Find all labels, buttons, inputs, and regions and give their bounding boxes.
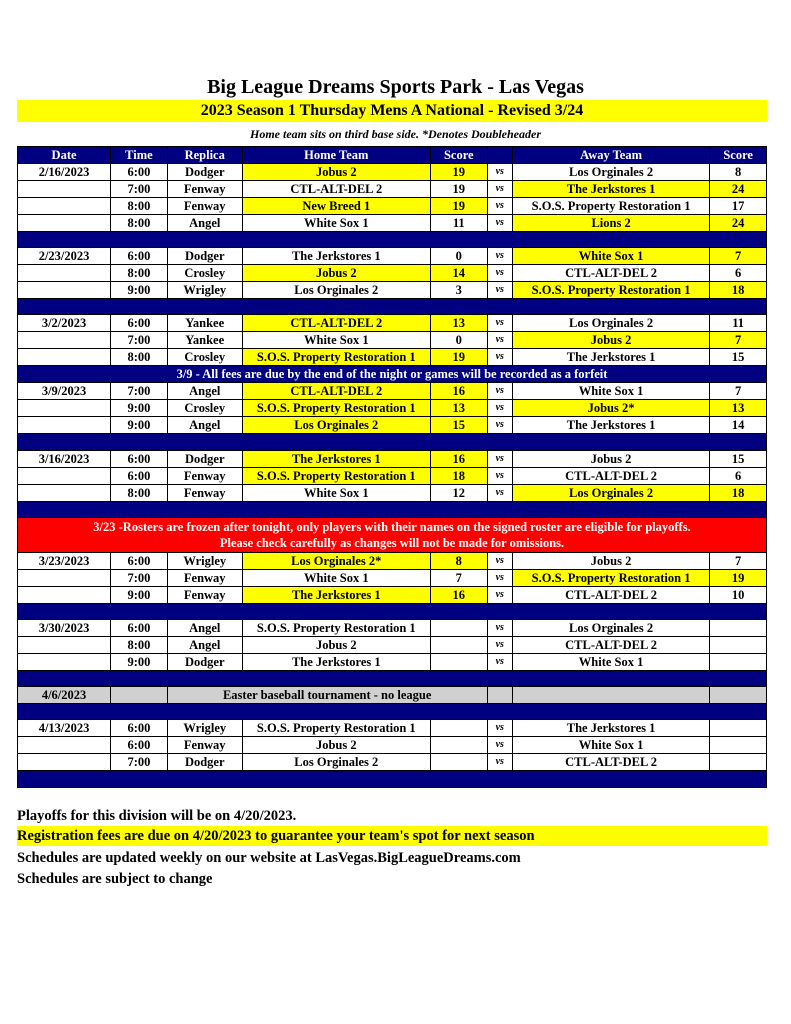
game-date [18,400,111,417]
game-date: 2/23/2023 [18,248,111,265]
separator-row [18,232,767,248]
separator-row [18,670,767,686]
home-team: Los Orginales 2 [242,754,430,771]
away-score: 8 [710,164,767,181]
away-team: White Sox 1 [512,653,709,670]
game-date [18,754,111,771]
away-team: CTL-ALT-DEL 2 [512,754,709,771]
game-time: 7:00 [111,383,168,400]
game-time: 8:00 [111,198,168,215]
home-team: White Sox 1 [242,569,430,586]
away-score [710,754,767,771]
game-row [18,720,767,737]
game-row [18,619,767,636]
home-score: 16 [430,450,487,467]
game-replica: Yankee [167,315,242,332]
vs-label: vs [487,484,512,501]
col-home-team: Home Team [242,147,430,164]
game-replica: Angel [167,383,242,400]
game-time: 6:00 [111,164,168,181]
away-team: White Sox 1 [512,248,709,265]
home-score: 19 [430,164,487,181]
separator-row [18,603,767,619]
schedule-body [18,164,767,788]
home-team: The Jerkstores 1 [242,653,430,670]
home-score: 3 [430,282,487,299]
home-score: 14 [430,265,487,282]
away-team: The Jerkstores 1 [512,181,709,198]
game-time: 8:00 [111,636,168,653]
game-date [18,569,111,586]
schedule-subtitle: 2023 Season 1 Thursday Mens A National - Revised 3/24 [17,100,767,122]
home-score [430,720,487,737]
home-team: Los Orginales 2* [242,552,430,569]
away-score: 6 [710,265,767,282]
game-row [18,248,767,265]
away-team: The Jerkstores 1 [512,417,709,434]
game-time: 6:00 [111,450,168,467]
game-time: 6:00 [111,619,168,636]
home-score: 11 [430,215,487,232]
game-replica: Angel [167,215,242,232]
away-score [710,720,767,737]
game-row [18,315,767,332]
home-score: 12 [430,484,487,501]
game-date [18,737,111,754]
game-row [18,383,767,400]
col-away-team: Away Team [512,147,709,164]
subject-to-change-note: Schedules are subject to change [17,871,213,887]
home-team: Jobus 2 [242,164,430,181]
game-date [18,198,111,215]
vs-label: vs [487,754,512,771]
game-date [18,586,111,603]
away-team: Los Orginales 2 [512,315,709,332]
away-team: Los Orginales 2 [512,484,709,501]
home-score: 19 [430,198,487,215]
game-row [18,215,767,232]
game-date [18,181,111,198]
game-date: 4/13/2023 [18,720,111,737]
vs-label: vs [487,450,512,467]
game-replica: Wrigley [167,282,242,299]
away-team: CTL-ALT-DEL 2 [512,467,709,484]
home-team: The Jerkstores 1 [242,586,430,603]
game-row [18,569,767,586]
home-score: 0 [430,332,487,349]
game-date [18,636,111,653]
home-score: 8 [430,552,487,569]
home-team: Jobus 2 [242,636,430,653]
empty-cell [111,687,168,704]
separator-cell [18,501,767,517]
vs-label: vs [487,586,512,603]
roster-alert-line-1: 3/23 -Rosters are frozen after tonight, only players with their names on the signed roster are eligible for playoffs. [93,519,691,534]
away-team: Jobus 2 [512,552,709,569]
game-time: 7:00 [111,569,168,586]
game-replica: Dodger [167,754,242,771]
away-team: The Jerkstores 1 [512,720,709,737]
game-date: 2/16/2023 [18,164,111,181]
home-score [430,737,487,754]
game-time: 6:00 [111,737,168,754]
game-row [18,636,767,653]
schedule-table [17,146,767,788]
game-time: 9:00 [111,586,168,603]
home-score: 13 [430,315,487,332]
away-score: 18 [710,484,767,501]
home-score: 19 [430,349,487,366]
away-score: 19 [710,569,767,586]
away-team: White Sox 1 [512,737,709,754]
game-row [18,754,767,771]
separator-cell [18,704,767,720]
separator-row [18,501,767,517]
vs-label: vs [487,417,512,434]
col-away-score: Score [710,147,767,164]
away-score: 24 [710,181,767,198]
separator-row [18,771,767,787]
vs-label: vs [487,315,512,332]
game-row [18,164,767,181]
game-replica: Dodger [167,450,242,467]
away-score: 10 [710,586,767,603]
home-team: S.O.S. Property Restoration 1 [242,349,430,366]
home-team-note: Home team sits on third base side. *Denotes Doubleheader [250,127,541,141]
separator-cell [18,670,767,686]
game-row [18,467,767,484]
away-score: 17 [710,198,767,215]
game-date: 3/16/2023 [18,450,111,467]
col-vs [487,147,512,164]
vs-label: vs [487,248,512,265]
game-row [18,282,767,299]
away-score: 18 [710,282,767,299]
vs-label: vs [487,619,512,636]
home-score: 0 [430,248,487,265]
away-score: 7 [710,332,767,349]
game-date [18,349,111,366]
game-replica: Wrigley [167,552,242,569]
no-league-row [18,687,767,704]
vs-label: vs [487,569,512,586]
vs-label: vs [487,215,512,232]
col-time: Time [111,147,168,164]
no-league-text: Easter baseball tournament - no league [167,687,487,704]
game-date [18,215,111,232]
game-date [18,653,111,670]
game-date [18,282,111,299]
away-score [710,653,767,670]
game-time: 6:00 [111,248,168,265]
away-score: 7 [710,383,767,400]
game-time: 9:00 [111,400,168,417]
game-time: 8:00 [111,215,168,232]
vs-label: vs [487,265,512,282]
game-row [18,181,767,198]
separator-cell [18,299,767,315]
home-team: CTL-ALT-DEL 2 [242,315,430,332]
home-score: 15 [430,417,487,434]
vs-label: vs [487,636,512,653]
game-date [18,332,111,349]
away-team: White Sox 1 [512,383,709,400]
home-score [430,754,487,771]
home-team: Los Orginales 2 [242,417,430,434]
separator-row [18,704,767,720]
away-score [710,737,767,754]
game-row [18,417,767,434]
game-replica: Crosley [167,400,242,417]
away-team: S.O.S. Property Restoration 1 [512,569,709,586]
game-row [18,265,767,282]
header-row [18,147,767,164]
away-team: CTL-ALT-DEL 2 [512,265,709,282]
game-time: 9:00 [111,417,168,434]
away-team: Jobus 2* [512,400,709,417]
away-score: 24 [710,215,767,232]
game-row [18,349,767,366]
home-score [430,636,487,653]
page-title: Big League Dreams Sports Park - Las Vegas [207,76,584,98]
game-row [18,653,767,670]
separator-cell [18,603,767,619]
home-team: S.O.S. Property Restoration 1 [242,619,430,636]
away-score: 6 [710,467,767,484]
game-date: 3/23/2023 [18,552,111,569]
game-replica: Fenway [167,586,242,603]
empty-cell [512,687,709,704]
registration-note: Registration fees are due on 4/20/2023 to guarantee your team's spot for next season [17,826,767,846]
vs-label: vs [487,720,512,737]
game-time: 8:00 [111,349,168,366]
game-replica: Dodger [167,653,242,670]
vs-label: vs [487,467,512,484]
vs-label: vs [487,181,512,198]
game-time: 6:00 [111,720,168,737]
vs-label: vs [487,653,512,670]
vs-label: vs [487,198,512,215]
game-replica: Wrigley [167,720,242,737]
col-date: Date [18,147,111,164]
game-date: 3/2/2023 [18,315,111,332]
game-row [18,737,767,754]
game-time: 9:00 [111,282,168,299]
game-row [18,552,767,569]
game-time: 6:00 [111,552,168,569]
home-team: Los Orginales 2 [242,282,430,299]
game-replica: Angel [167,636,242,653]
separator-cell [18,232,767,248]
game-replica: Fenway [167,737,242,754]
vs-label: vs [487,400,512,417]
vs-label: vs [487,552,512,569]
empty-cell [487,687,512,704]
away-team: Los Orginales 2 [512,164,709,181]
game-date [18,417,111,434]
away-score: 15 [710,349,767,366]
game-replica: Dodger [167,248,242,265]
home-team: S.O.S. Property Restoration 1 [242,720,430,737]
home-team: New Breed 1 [242,198,430,215]
home-team: White Sox 1 [242,215,430,232]
vs-label: vs [487,349,512,366]
game-row [18,484,767,501]
game-replica: Yankee [167,332,242,349]
home-team: CTL-ALT-DEL 2 [242,181,430,198]
game-row [18,586,767,603]
separator-row [18,299,767,315]
game-replica: Fenway [167,569,242,586]
fee-notice: 3/9 - All fees are due by the end of the night or games will be recorded as a forfeit [18,366,767,383]
away-team: CTL-ALT-DEL 2 [512,586,709,603]
game-replica: Fenway [167,198,242,215]
home-team: CTL-ALT-DEL 2 [242,383,430,400]
game-time: 9:00 [111,653,168,670]
game-date: 3/30/2023 [18,619,111,636]
away-score: 11 [710,315,767,332]
game-row [18,450,767,467]
game-row [18,400,767,417]
away-team: The Jerkstores 1 [512,349,709,366]
game-row [18,332,767,349]
roster-alert-line-2: Please check carefully as changes will not be made for omissions. [219,535,565,550]
roster-alert [18,517,767,552]
game-row [18,198,767,215]
game-date [18,484,111,501]
home-score: 16 [430,383,487,400]
separator-row [18,434,767,450]
home-team: The Jerkstores 1 [242,450,430,467]
away-score: 15 [710,450,767,467]
game-date [18,265,111,282]
game-time: 7:00 [111,181,168,198]
game-date [18,467,111,484]
empty-cell [710,687,767,704]
vs-label: vs [487,332,512,349]
home-score: 13 [430,400,487,417]
fee-notice-row [18,366,767,383]
away-team: Lions 2 [512,215,709,232]
away-team: Jobus 2 [512,450,709,467]
home-team: Jobus 2 [242,737,430,754]
game-time: 6:00 [111,467,168,484]
col-home-score: Score [430,147,487,164]
home-team: Jobus 2 [242,265,430,282]
home-score [430,653,487,670]
home-team: White Sox 1 [242,332,430,349]
home-team: S.O.S. Property Restoration 1 [242,400,430,417]
away-score [710,619,767,636]
game-replica: Crosley [167,265,242,282]
away-team: Jobus 2 [512,332,709,349]
home-score: 16 [430,586,487,603]
game-time: 6:00 [111,315,168,332]
away-score: 7 [710,248,767,265]
away-score: 7 [710,552,767,569]
game-time: 7:00 [111,754,168,771]
away-team: S.O.S. Property Restoration 1 [512,198,709,215]
separator-cell [18,434,767,450]
away-score: 13 [710,400,767,417]
vs-label: vs [487,164,512,181]
home-score: 7 [430,569,487,586]
home-team: The Jerkstores 1 [242,248,430,265]
vs-label: vs [487,282,512,299]
away-team: CTL-ALT-DEL 2 [512,636,709,653]
game-replica: Dodger [167,164,242,181]
game-replica: Angel [167,619,242,636]
website-note: Schedules are updated weekly on our website at LasVegas.BigLeagueDreams.com [17,850,521,866]
game-date: 4/6/2023 [18,687,111,704]
away-team: Los Orginales 2 [512,619,709,636]
game-replica: Crosley [167,349,242,366]
game-replica: Fenway [167,181,242,198]
playoffs-note: Playoffs for this division will be on 4/20/2023. [17,808,297,824]
vs-label: vs [487,737,512,754]
away-score: 14 [710,417,767,434]
game-replica: Angel [167,417,242,434]
col-replica: Replica [167,147,242,164]
game-replica: Fenway [167,484,242,501]
game-time: 8:00 [111,265,168,282]
separator-cell [18,771,767,787]
game-date: 3/9/2023 [18,383,111,400]
home-team: White Sox 1 [242,484,430,501]
away-score [710,636,767,653]
game-replica: Fenway [167,467,242,484]
home-score: 18 [430,467,487,484]
game-time: 8:00 [111,484,168,501]
game-time: 7:00 [111,332,168,349]
vs-label: vs [487,383,512,400]
home-score: 19 [430,181,487,198]
away-team: S.O.S. Property Restoration 1 [512,282,709,299]
roster-alert-row [18,517,767,552]
home-score [430,619,487,636]
home-team: S.O.S. Property Restoration 1 [242,467,430,484]
